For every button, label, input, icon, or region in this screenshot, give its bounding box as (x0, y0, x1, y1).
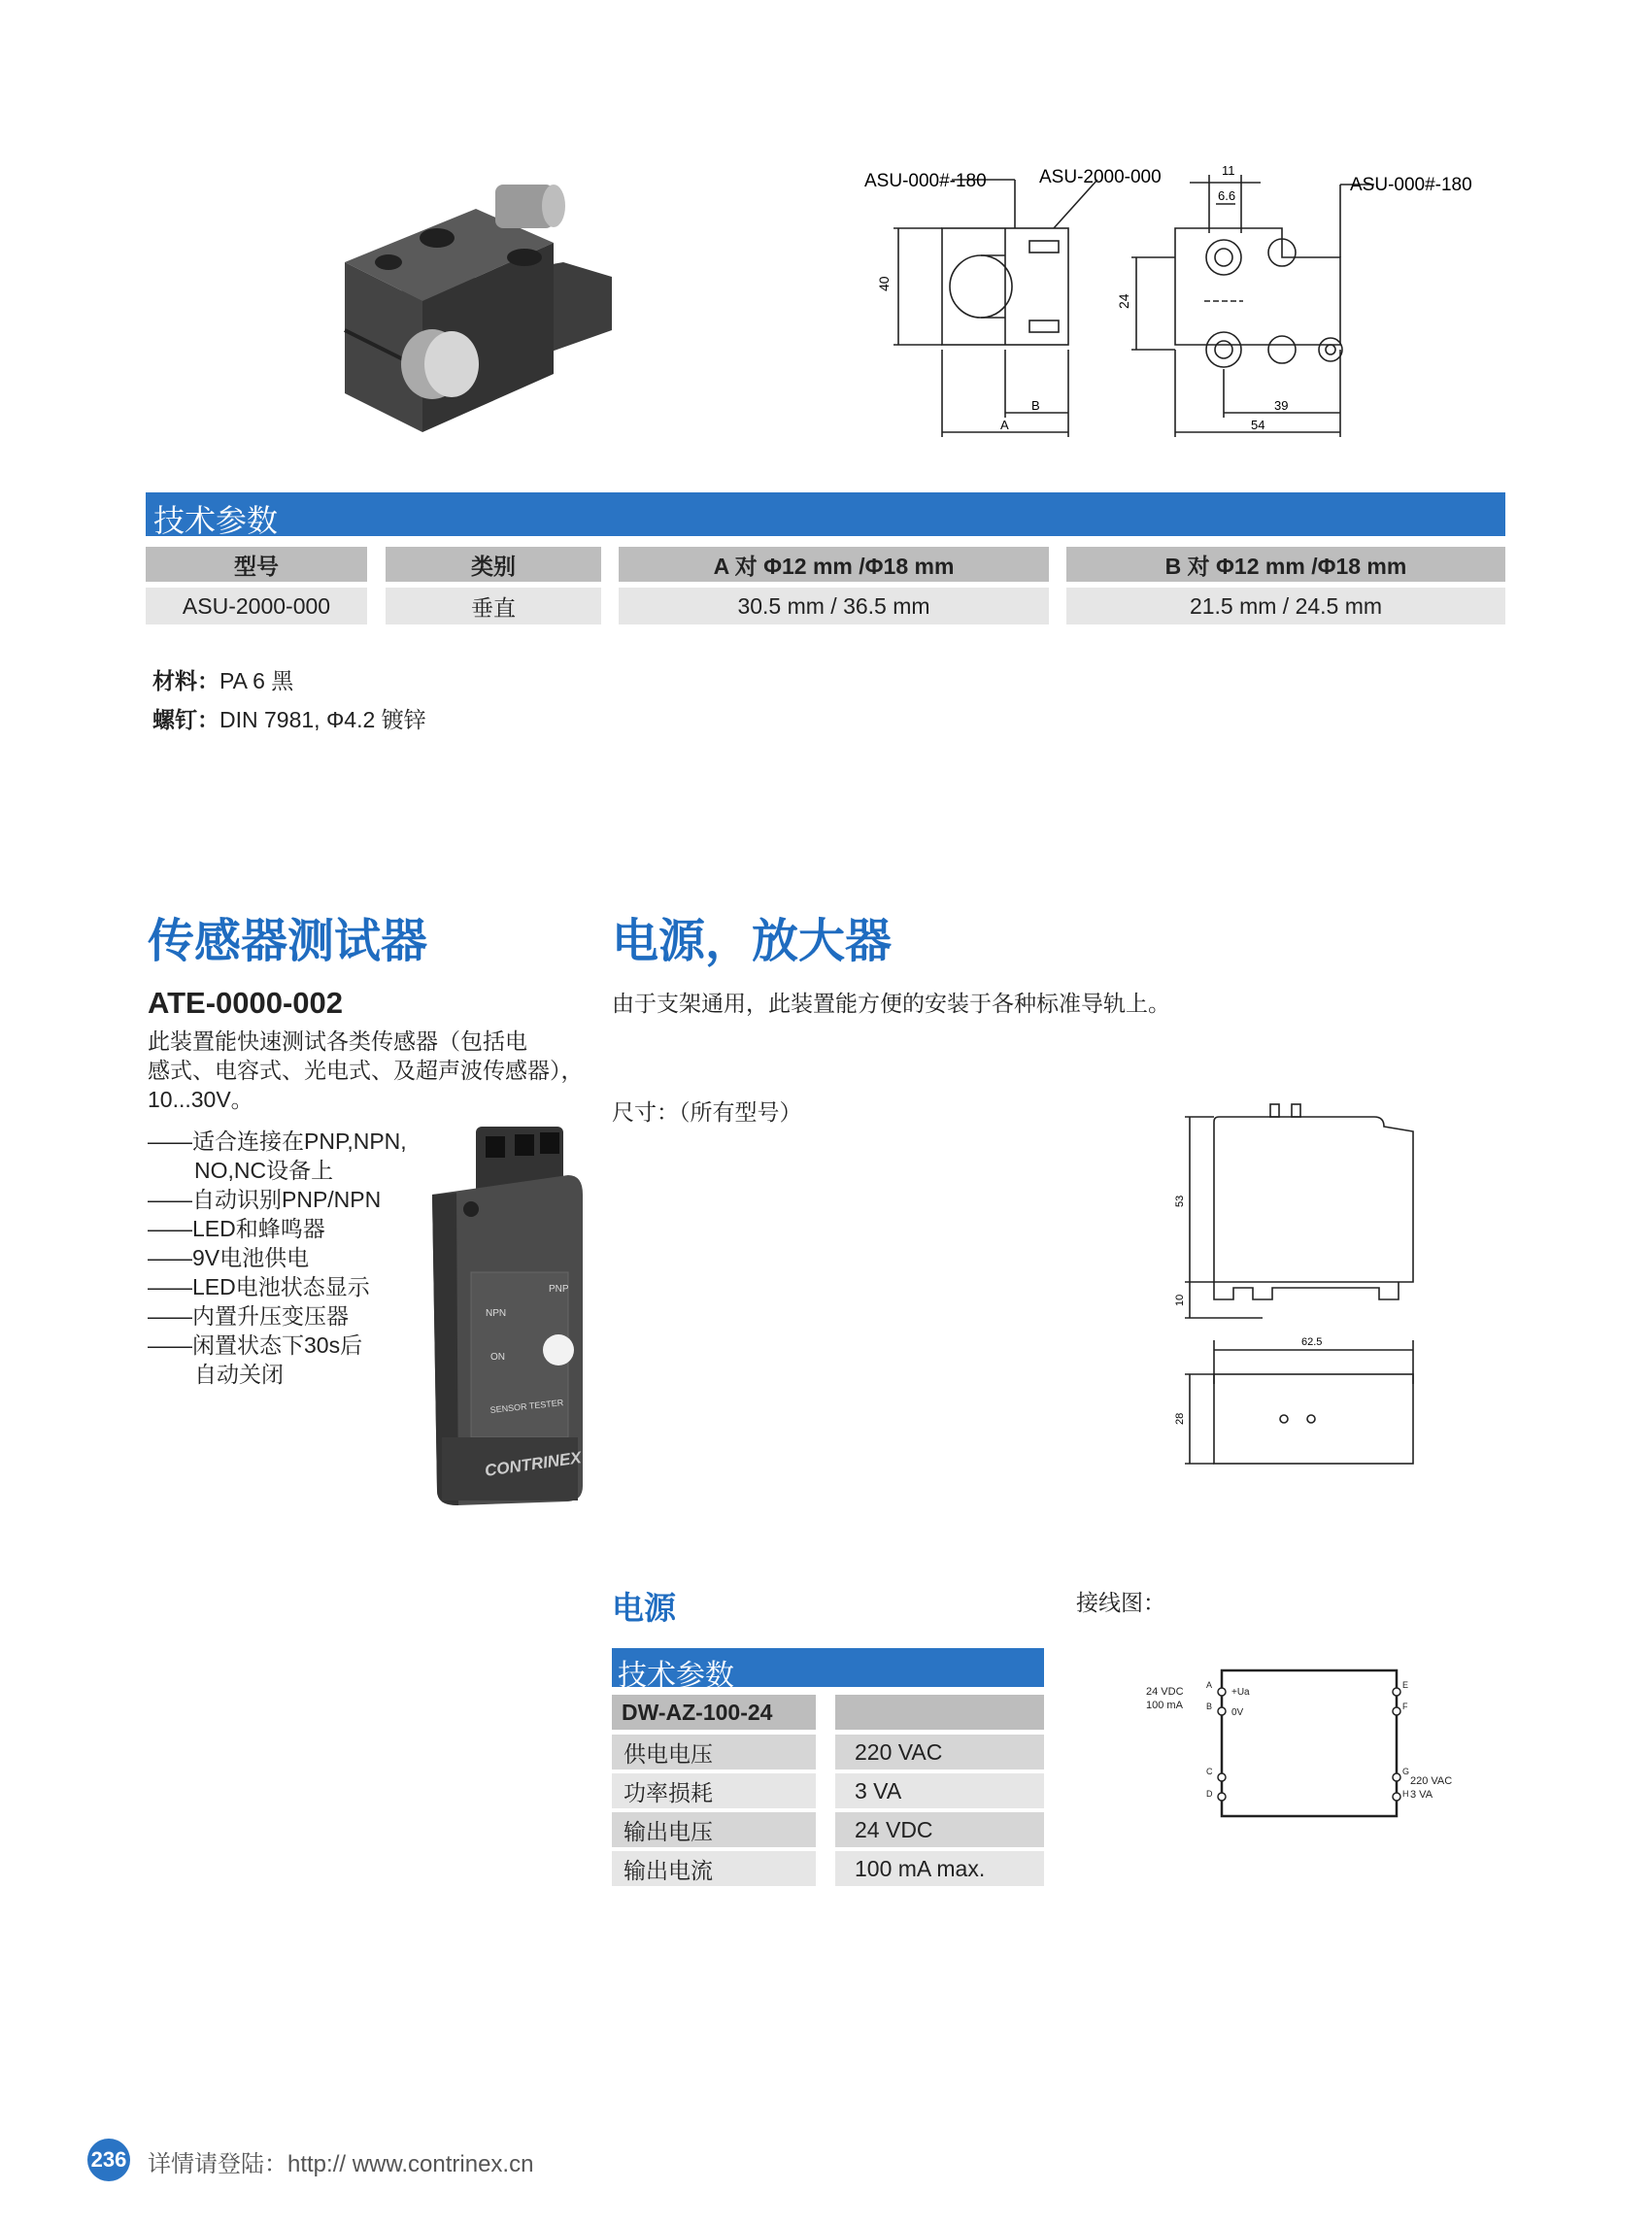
spec-cell-b: 21.5 mm / 24.5 mm (1066, 588, 1505, 624)
spec-header-type: 类别 (386, 547, 601, 582)
spec-header-b: B 对 Φ12 mm /Φ18 mm (1066, 547, 1505, 582)
power-title: 电源 (612, 1590, 676, 1626)
label-left-part: ASU-000#-180 (864, 171, 987, 191)
pin-g: G (1402, 1767, 1410, 1776)
tester-desc-1: 此装置能快速测试各类传感器（包括电 (148, 1028, 527, 1054)
sensor-tester-photo (418, 1117, 592, 1515)
spec-header-a: A 对 Φ12 mm /Φ18 mm (619, 547, 1049, 582)
spec-cell-a: 30.5 mm / 36.5 mm (619, 588, 1049, 624)
power-row-name-1: 供电电压 (612, 1735, 816, 1770)
dim-39: 39 (1274, 398, 1289, 413)
spec-cell-type: 垂直 (386, 588, 601, 624)
tester-desc-3: 10...30V。 (148, 1087, 253, 1112)
tester-npn-label: NPN (486, 1308, 507, 1319)
pin-c: C (1206, 1767, 1213, 1776)
wiring-right-top: 220 VAC (1410, 1775, 1453, 1787)
wiring-right-bottom: 3 VA (1410, 1789, 1433, 1801)
power-row-value-4: 100 mA max. (835, 1851, 1044, 1886)
tester-desc-2: 感式、电容式、光电式、及超声波传感器）， (148, 1058, 584, 1083)
power-row-value-2: 3 VA (835, 1773, 1044, 1808)
feature-2: ——自动识别PNP/NPN (148, 1187, 382, 1212)
dim-6-6: 6.6 (1218, 188, 1236, 203)
tester-title: 传感器测试器 (148, 916, 428, 967)
feature-5: ——LED电池状态显示 (148, 1274, 370, 1299)
screw-value: DIN 7981, Φ4.2 镀锌 (219, 707, 426, 732)
dim-10: 10 (1174, 1294, 1186, 1306)
power-model-cell (612, 1695, 816, 1730)
wiring-left-bottom: 100 mA (1146, 1700, 1183, 1711)
page-number: 236 (90, 2147, 127, 2172)
tester-sensor-label: SENSOR TESTER (489, 1398, 564, 1415)
material-value: PA 6 黑 (219, 668, 294, 693)
wiring-left-top: 24 VDC (1146, 1686, 1184, 1698)
tester-model: ATE-0000-002 (148, 986, 344, 1020)
tester-brand-label: CONTRINEX (483, 1448, 583, 1480)
dim-28: 28 (1174, 1412, 1186, 1425)
power-row-name-3: 输出电压 (612, 1812, 816, 1847)
dim-54: 54 (1251, 418, 1265, 432)
power-amp-title: 电源，放大器 (612, 916, 893, 967)
power-model-value-cell (835, 1695, 1044, 1730)
power-spec-title: 技术参数 (618, 1660, 734, 1692)
wiring-diagram (1136, 1661, 1457, 1836)
wiring-plus-u: +Ua (1231, 1687, 1250, 1698)
dim-11: 11 (1222, 163, 1235, 178)
label-middle-part: ASU-2000-000 (1039, 167, 1162, 187)
power-amp-desc: 由于支架通用，此装置能方便的安装于各种标准导轨上。 (612, 991, 1170, 1016)
page-number-badge (87, 2139, 130, 2181)
label-right-part: ASU-000#-180 (1350, 175, 1472, 195)
spec-title-bar (146, 492, 1505, 536)
dim-b: B (1031, 398, 1040, 413)
bracket-drawing (855, 155, 1486, 447)
pin-a: A (1206, 1680, 1213, 1690)
wiring-zero-v: 0V (1231, 1707, 1244, 1718)
power-row-name-2: 功率损耗 (612, 1773, 816, 1808)
power-row-value-3: 24 VDC (835, 1812, 1044, 1847)
feature-1b: NO,NC设备上 (194, 1158, 334, 1183)
feature-4: ——9V电池供电 (148, 1245, 310, 1270)
dim-40: 40 (876, 276, 892, 291)
feature-7: ——闲置状态下30s后 (148, 1332, 363, 1358)
dim-a: A (1000, 418, 1009, 432)
material-label: 材料： (152, 668, 219, 693)
spec-cell-model: ASU-2000-000 (146, 588, 367, 624)
dim-53: 53 (1174, 1195, 1186, 1207)
spec-header-model: 型号 (146, 547, 367, 582)
dim-24: 24 (1116, 293, 1131, 309)
dimension-drawing (1156, 1093, 1447, 1471)
pin-b: B (1206, 1702, 1213, 1711)
feature-7b: 自动关闭 (194, 1362, 284, 1387)
bracket-photo (330, 165, 622, 447)
dim-62-5: 62.5 (1301, 1336, 1323, 1348)
power-row-name-4: 输出电流 (612, 1851, 816, 1886)
spec-title: 技术参数 (153, 503, 279, 538)
dims-label: 尺寸：（所有型号） (612, 1099, 802, 1125)
material-line (152, 666, 293, 695)
feature-3: ——LED和蜂鸣器 (148, 1216, 325, 1241)
feature-6: ——内置升压变压器 (148, 1303, 349, 1329)
tester-on-label: ON (490, 1352, 505, 1363)
pin-e: E (1402, 1680, 1409, 1690)
screw-label: 螺钉： (152, 707, 219, 732)
pin-h: H (1402, 1789, 1409, 1799)
pin-f: F (1402, 1702, 1408, 1711)
wiring-label: 接线图： (1076, 1590, 1165, 1615)
screw-line (152, 705, 426, 734)
power-spec-title-bar (612, 1648, 1044, 1692)
footer-text[interactable]: 详情请登陆：http:// www.contrinex.cn (148, 2151, 534, 2177)
power-row-value-1: 220 VAC (835, 1735, 1044, 1770)
pin-d: D (1206, 1789, 1213, 1799)
power-model: DW-AZ-100-24 (622, 1699, 773, 1725)
tester-pnp-label: PNP (549, 1284, 569, 1295)
feature-1: ——适合连接在PNP,NPN, (148, 1129, 407, 1154)
